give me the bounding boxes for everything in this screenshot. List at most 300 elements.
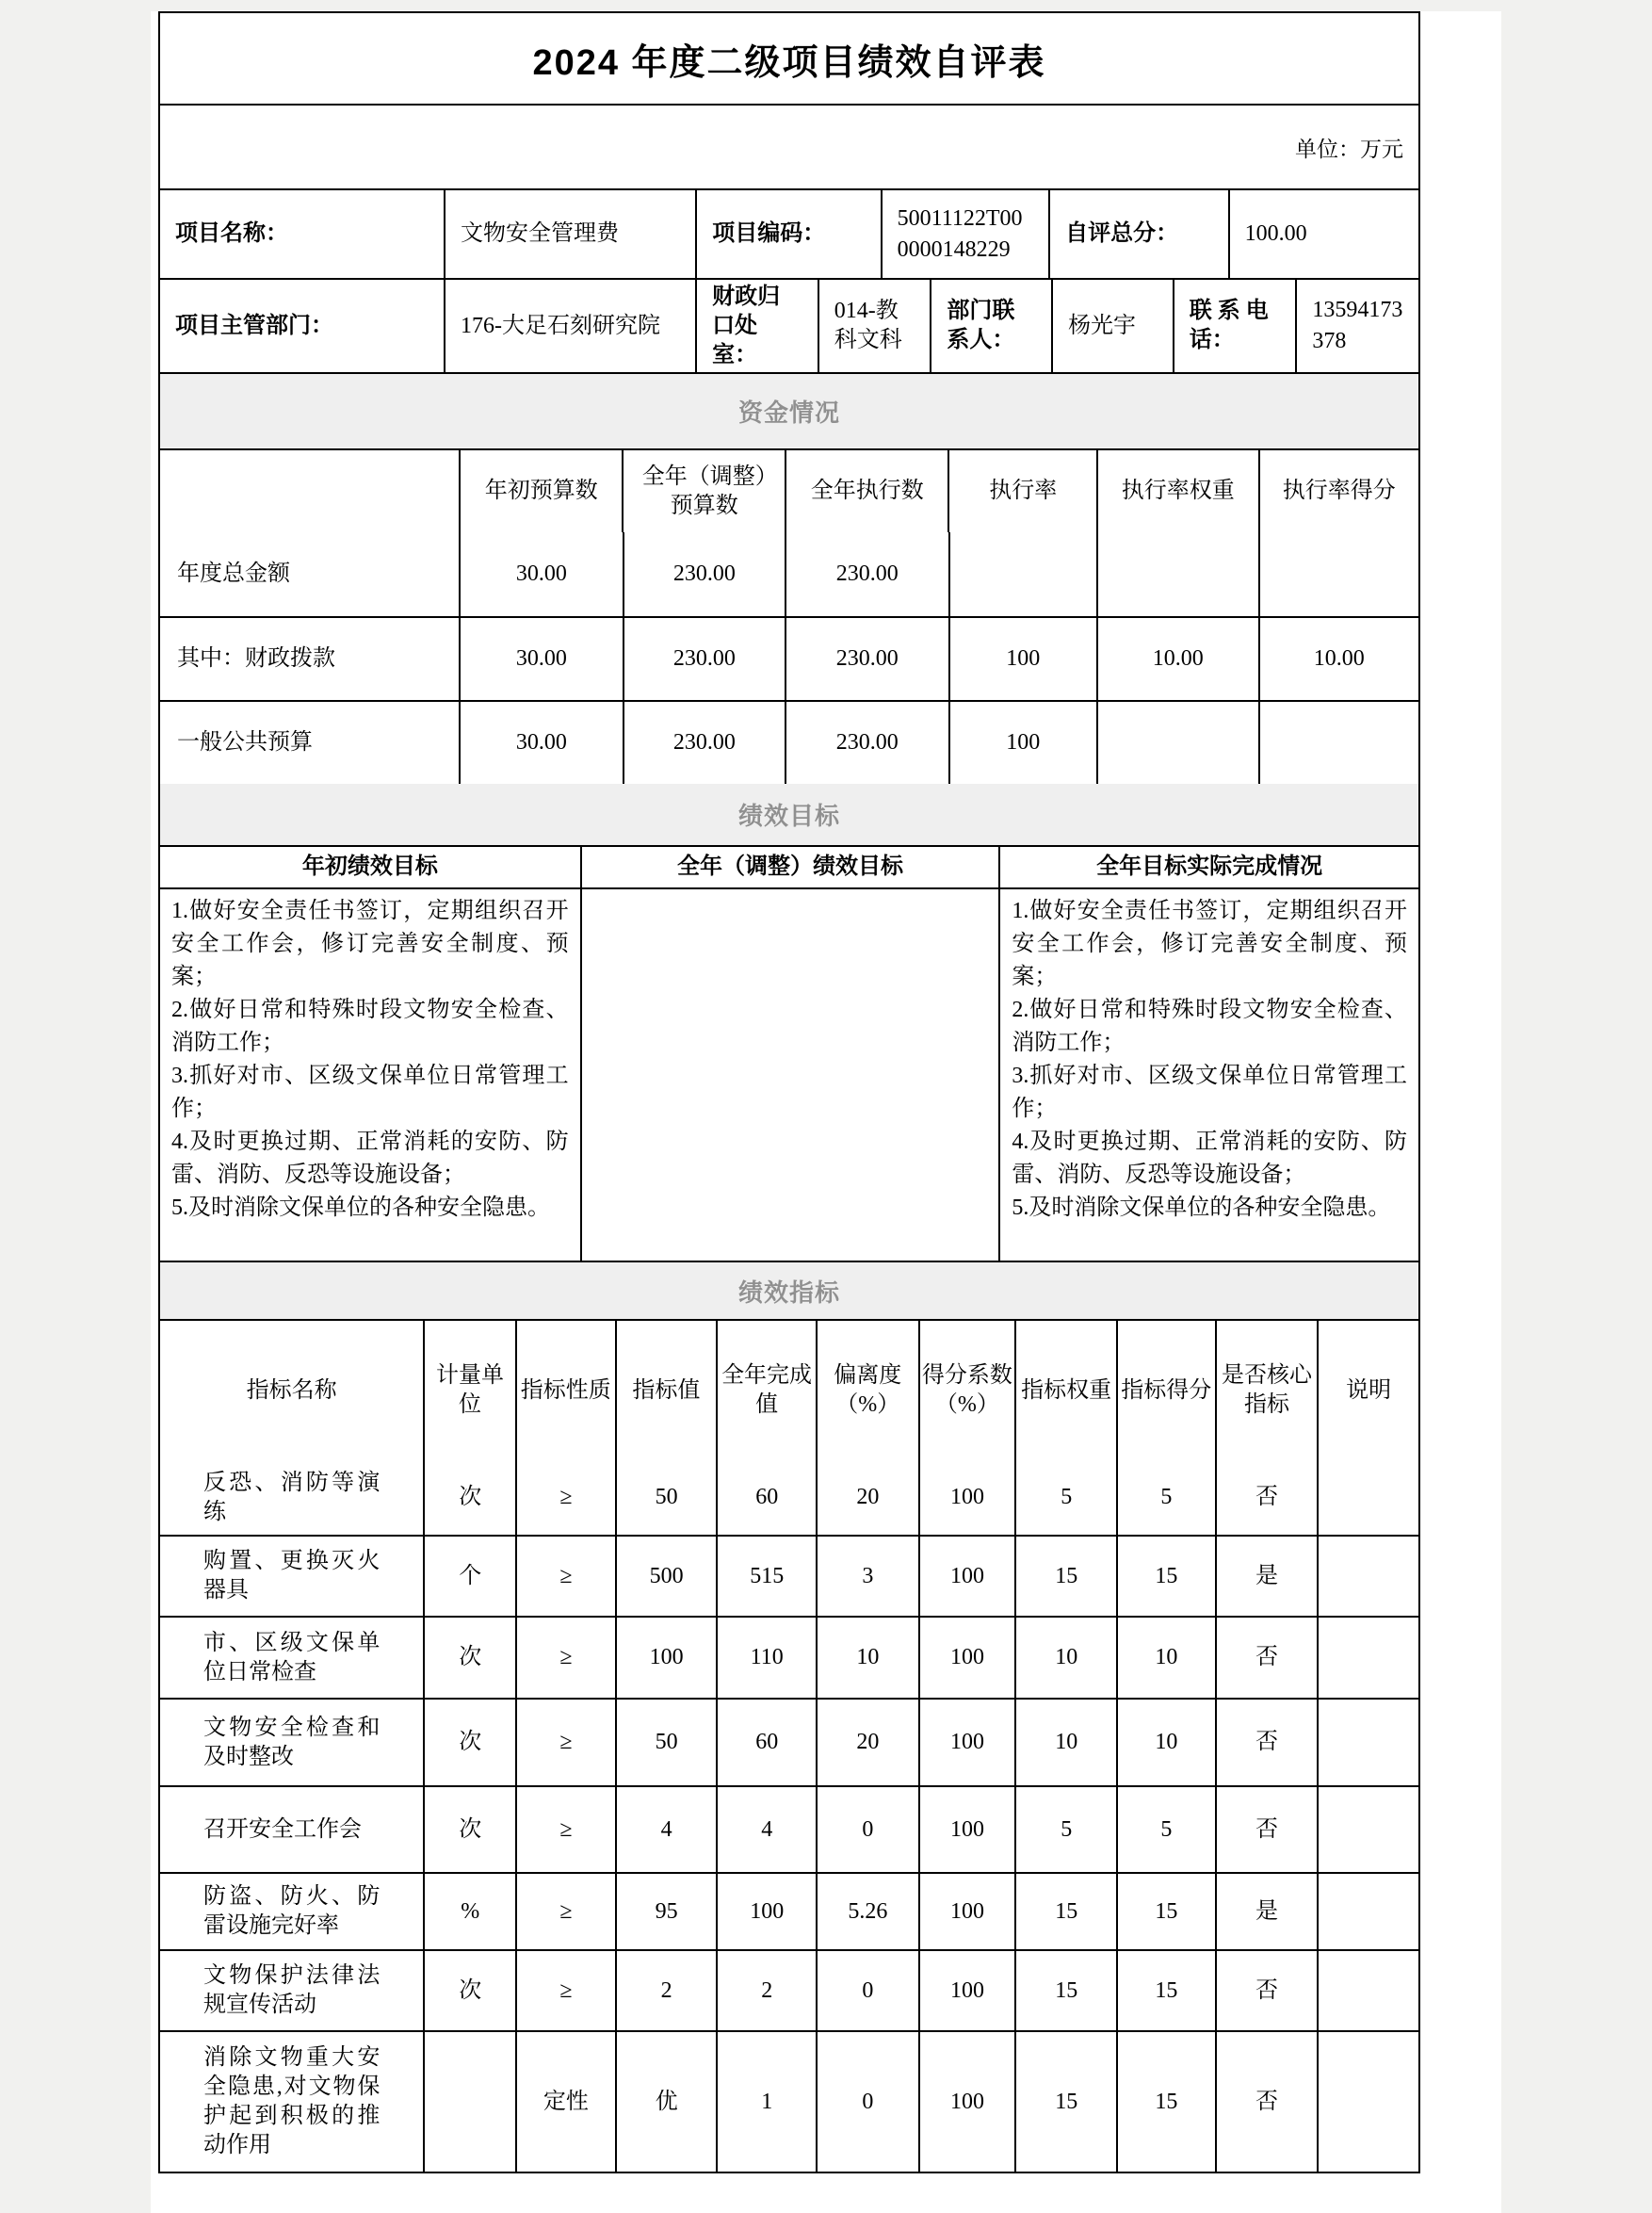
indicator-value (1116, 1787, 1215, 1872)
section-band-indicators (160, 1261, 1418, 1319)
indicator-value (1014, 1787, 1116, 1872)
column-header (580, 847, 999, 887)
field-value (881, 190, 1048, 278)
indicator-value (515, 1537, 615, 1616)
goal-item: 3.抓好对市、区级文保单位日常管理工作； (1012, 1064, 1407, 1121)
cell-text: 0 (862, 1816, 874, 1842)
indicator-value (1215, 1874, 1318, 1949)
cell-text: 100 (950, 1816, 985, 1842)
cell-text: 次 (459, 1730, 482, 1754)
unit-note-row (160, 104, 1418, 188)
page-title: 2024 年度二级项目绩效自评表 (532, 42, 1046, 83)
cell-text: 100 (1006, 730, 1041, 755)
document-page (151, 11, 1501, 2213)
cell-text: 20 (856, 1730, 880, 1754)
indicator-value (716, 1618, 816, 1698)
cell-text: 50 (655, 1730, 678, 1754)
cell-text: 5 (1061, 1816, 1073, 1842)
cell-text: 30.00 (515, 646, 567, 671)
cell-text: 50011122T000000148229 (897, 205, 1023, 262)
indicator-value (515, 1874, 615, 1949)
amount-cell (1096, 532, 1257, 616)
cell-text: 100 (950, 1645, 985, 1669)
cell-text: 否 (1255, 1816, 1279, 1842)
field-label (1173, 280, 1296, 372)
cell-text: 指标权重 (1021, 1377, 1112, 1403)
cell-text: ≥ (559, 1563, 573, 1588)
indicator-value (423, 1537, 515, 1616)
cell-text: 3 (862, 1563, 874, 1588)
goal-item: 1.做好安全责任书签订，定期组织召开安全工作会，修订完善安全制度、预案； (1012, 899, 1407, 989)
indicator-value (1215, 1618, 1318, 1698)
amount-cell (948, 702, 1097, 784)
cell-text: 10 (856, 1645, 880, 1669)
indicator-value (1215, 2032, 1318, 2172)
indicator-value (1116, 1618, 1215, 1698)
cell-text: % (461, 1898, 480, 1924)
indicator-value (515, 1700, 615, 1785)
indicator-value (716, 1460, 816, 1535)
indicator-value (423, 1618, 515, 1698)
cell-text: 其中：财政拨款 (177, 646, 335, 671)
cell-text: 15 (1155, 2089, 1178, 2114)
amount-cell (459, 532, 622, 616)
indicator-value (615, 1700, 717, 1785)
cell-text: 15 (1055, 1898, 1078, 1924)
indicator-row (160, 2030, 1418, 2172)
cell-text: 0 (862, 2089, 874, 2114)
funding-row (160, 532, 1418, 616)
cell-text: 5.26 (848, 1898, 888, 1924)
cell-text: 100.00 (1244, 221, 1307, 246)
cell-text: 联 系 电 话： (1189, 299, 1269, 352)
indicator-value (515, 1951, 615, 2030)
cell-text: 515 (750, 1563, 785, 1588)
column-header (716, 1321, 816, 1460)
indicator-value (515, 1787, 615, 1872)
unit-note: 单位：万元 (1295, 137, 1403, 161)
indicators-table-body (160, 1460, 1418, 2172)
cell-text: 014-教科文科 (834, 299, 902, 352)
cell-text: 176-大足石刻研究院 (460, 313, 660, 338)
cell-text: 否 (1255, 1645, 1279, 1669)
indicator-value (816, 1951, 918, 2030)
row-label (160, 532, 459, 616)
amount-cell (623, 532, 785, 616)
cell-text: 文物保护法律法规宣传活动 (203, 1963, 381, 2017)
column-header (515, 1321, 615, 1460)
cell-text: 100 (950, 2089, 985, 2114)
cell-text: 230.00 (672, 561, 736, 586)
indicator-value (1014, 1618, 1116, 1698)
column-header (615, 1321, 717, 1460)
indicator-name (160, 1700, 423, 1785)
cell-text: 5 (1160, 1485, 1173, 1509)
cell-text: 是 (1255, 1563, 1279, 1588)
indicator-value (615, 1874, 717, 1949)
indicator-value (1317, 1460, 1418, 1535)
indicator-row (160, 1949, 1418, 2030)
cell-text: 100 (950, 1730, 985, 1754)
column-header (423, 1321, 515, 1460)
cell-text: 100 (950, 1898, 985, 1924)
indicator-value (615, 1618, 717, 1698)
cell-text: 100 (750, 1898, 785, 1924)
indicator-value (515, 1618, 615, 1698)
cell-text: 否 (1255, 1485, 1279, 1509)
column-header (1215, 1321, 1318, 1460)
cell-text: 部门联系人： (947, 299, 1015, 352)
goal-item: 3.抓好对市、区级文保单位日常管理工作； (171, 1064, 569, 1121)
row-label (160, 702, 459, 784)
goals-table-header (160, 845, 1418, 887)
cell-text: 偏离度（%） (834, 1363, 902, 1417)
indicator-value (1116, 1874, 1215, 1949)
indicator-value (1215, 1460, 1318, 1535)
indicator-value (816, 1700, 918, 1785)
cell-text: 30.00 (515, 730, 567, 755)
indicator-value (816, 1537, 918, 1616)
cell-text: 10.00 (1152, 646, 1204, 671)
indicator-row (160, 1785, 1418, 1872)
cell-text: 定性 (543, 2089, 589, 2114)
indicator-value (423, 2032, 515, 2172)
indicator-value (918, 1700, 1015, 1785)
cell-text: 10 (1055, 1645, 1078, 1669)
project-info-row-1 (160, 188, 1418, 278)
amount-cell (623, 702, 785, 784)
indicator-value (918, 1874, 1015, 1949)
indicator-value (816, 1618, 918, 1698)
field-label (160, 280, 444, 372)
indicator-value (615, 1787, 717, 1872)
goal-item: 5.及时消除文保单位的各种安全隐患。 (1012, 1196, 1391, 1220)
indicator-name (160, 1951, 423, 2030)
cell-text: 次 (459, 1977, 482, 2003)
cell-text: 230.00 (672, 646, 736, 671)
indicator-value (423, 1951, 515, 2030)
column-header (918, 1321, 1015, 1460)
cell-text: 全年（调整）绩效目标 (676, 854, 903, 879)
cell-text: 100 (950, 1485, 985, 1509)
goal-item: 2.做好日常和特殊时段文物安全检查、消防工作； (1012, 998, 1407, 1055)
column-header (947, 450, 1096, 532)
amount-cell (785, 618, 947, 700)
cell-text: 230.00 (835, 561, 899, 586)
cell-text: 优 (655, 2089, 678, 2114)
cell-text: 文物安全管理费 (461, 221, 620, 246)
cell-text: 50 (655, 1485, 678, 1509)
indicator-value (615, 1537, 717, 1616)
amount-cell (459, 618, 622, 700)
section-band-goals (160, 784, 1418, 845)
cell-text: ≥ (559, 1898, 573, 1924)
goals-table-body (160, 887, 1418, 1261)
column-header (1116, 1321, 1215, 1460)
cell-text: 项目主管部门： (175, 313, 333, 338)
indicator-value (515, 2032, 615, 2172)
amount-cell (948, 618, 1097, 700)
column-header (1096, 450, 1258, 532)
indicator-value (816, 1787, 918, 1872)
indicator-name (160, 1787, 423, 1872)
indicator-row (160, 1616, 1418, 1698)
indicator-value (1317, 1618, 1418, 1698)
indicator-row (160, 1698, 1418, 1785)
cell-text: 购置、更换灭火器具 (203, 1549, 381, 1603)
actual-completion-cell (998, 889, 1418, 1261)
cell-text: 100 (950, 1977, 985, 2003)
cell-text: 100 (649, 1645, 684, 1669)
cell-text: 文物安全检查和及时整改 (203, 1715, 381, 1769)
cell-text: 10 (1055, 1730, 1078, 1754)
field-label (695, 190, 880, 278)
indicators-table-header (160, 1319, 1418, 1460)
indicator-value (1317, 1951, 1418, 2030)
field-value (444, 280, 695, 372)
cell-text: 得分系数（%） (921, 1363, 1012, 1417)
cell-text: 年初预算数 (484, 479, 598, 503)
cell-text: 100 (1006, 646, 1041, 671)
indicator-value (423, 1874, 515, 1949)
cell-text: 1 (761, 2089, 773, 2114)
cell-text: 30.00 (515, 561, 567, 586)
indicator-value (716, 1951, 816, 2030)
cell-text: 防盗、防火、防雷设施完好率 (203, 1884, 381, 1938)
cell-text: 230.00 (835, 646, 899, 671)
indicator-value (515, 1460, 615, 1535)
goal-item: 5.及时消除文保单位的各种安全隐患。 (171, 1196, 550, 1220)
cell-text: 年初绩效目标 (301, 854, 438, 879)
funding-table-header (160, 448, 1418, 532)
cell-text: 15 (1155, 1563, 1178, 1588)
indicator-value (1116, 2032, 1215, 2172)
cell-text: 指标性质 (520, 1377, 611, 1403)
amount-cell (623, 618, 785, 700)
cell-text: 100 (950, 1563, 985, 1588)
initial-goals-cell (160, 889, 580, 1261)
goal-item: 2.做好日常和特殊时段文物安全检查、消防工作； (171, 998, 569, 1055)
cell-text: ≥ (559, 1645, 573, 1669)
amount-cell (1096, 702, 1257, 784)
cell-text: 15 (1155, 1977, 1178, 2003)
goal-item: 4.及时更换过期、正常消耗的安防、防雷、消防、反恐等设施设备； (171, 1130, 569, 1187)
cell-text: 次 (459, 1645, 482, 1669)
indicator-value (816, 1874, 918, 1949)
cell-text: 财政归口处室： (712, 284, 781, 367)
cell-text: 全年执行数 (810, 479, 924, 503)
field-label (1048, 190, 1227, 278)
amount-cell (1258, 702, 1418, 784)
field-label (160, 190, 444, 278)
indicator-value (716, 1787, 816, 1872)
cell-text: 20 (856, 1485, 880, 1509)
indicator-value (1317, 1537, 1418, 1616)
indicator-value (816, 2032, 918, 2172)
indicator-name (160, 1460, 423, 1535)
amount-cell (459, 702, 622, 784)
cell-text: 4 (761, 1816, 773, 1842)
cell-text: 全年（调整）预算数 (641, 464, 767, 518)
column-header (622, 450, 785, 532)
indicator-value (1014, 1537, 1116, 1616)
indicator-value (918, 1537, 1015, 1616)
cell-text: 230.00 (672, 730, 736, 755)
cell-text: 2 (761, 1977, 773, 2003)
section-title-funding: 资金情况 (737, 399, 840, 427)
cell-text: 2 (660, 1977, 672, 2003)
cell-text: 4 (660, 1816, 672, 1842)
cell-text: 10 (1155, 1645, 1178, 1669)
cell-text: 执行率权重 (1121, 479, 1235, 503)
column-header (459, 450, 623, 532)
cell-text: 否 (1255, 2089, 1279, 2114)
cell-text: ≥ (559, 1977, 573, 2003)
cell-text: ≥ (559, 1816, 573, 1842)
indicator-value (1317, 1700, 1418, 1785)
section-title-indicators: 绩效指标 (737, 1277, 840, 1307)
cell-text: ≥ (559, 1730, 573, 1754)
cell-text: 召开安全工作会 (203, 1816, 362, 1842)
cell-text: 一般公共预算 (177, 730, 313, 755)
indicator-row (160, 1460, 1418, 1535)
goal-item: 1.做好安全责任书签订，定期组织召开安全工作会，修订完善安全制度、预案； (171, 899, 569, 989)
cell-text: 是 (1255, 1898, 1279, 1924)
indicator-value (423, 1460, 515, 1535)
section-band-funding (160, 372, 1418, 448)
indicator-name (160, 1874, 423, 1949)
cell-text: 执行率 (989, 479, 1058, 503)
cell-text: 杨光宇 (1068, 313, 1137, 338)
field-label (695, 280, 818, 372)
cell-text: 指标值 (632, 1377, 701, 1403)
amount-cell (1258, 532, 1418, 616)
cell-text: 10.00 (1313, 646, 1365, 671)
field-value (1051, 280, 1173, 372)
indicator-value (918, 1787, 1015, 1872)
indicator-value (816, 1460, 918, 1535)
cell-text: 执行率得分 (1282, 479, 1396, 503)
row-label (160, 618, 459, 700)
indicator-value (1014, 1460, 1116, 1535)
indicator-value (1215, 1787, 1318, 1872)
field-value (818, 280, 931, 372)
cell-text: 全年目标实际完成情况 (1096, 854, 1323, 879)
evaluation-form (158, 11, 1420, 2173)
funding-table-body (160, 532, 1418, 784)
title-row (160, 13, 1418, 104)
indicator-row (160, 1535, 1418, 1616)
cell-text: 否 (1255, 1977, 1279, 2003)
field-value (1295, 280, 1418, 372)
indicator-name (160, 2032, 423, 2172)
cell-text: 指标名称 (246, 1377, 337, 1403)
column-header (998, 847, 1418, 887)
indicator-value (615, 2032, 717, 2172)
cell-text: 0 (862, 1977, 874, 2003)
indicator-value (918, 1618, 1015, 1698)
field-value (444, 190, 695, 278)
cell-text: 95 (655, 1898, 678, 1924)
cell-text: 说明 (1346, 1377, 1392, 1403)
indicator-value (716, 1700, 816, 1785)
indicator-value (918, 2032, 1015, 2172)
cell-text: 5 (1061, 1485, 1073, 1509)
indicator-value (1014, 1700, 1116, 1785)
indicator-value (716, 2032, 816, 2172)
indicator-value (615, 1460, 717, 1535)
indicator-value (1215, 1951, 1318, 2030)
indicator-value (1215, 1700, 1318, 1785)
cell-text: 60 (755, 1730, 779, 1754)
amount-cell (1258, 618, 1418, 700)
goal-item: 4.及时更换过期、正常消耗的安防、防雷、消防、反恐等设施设备； (1012, 1130, 1407, 1187)
cell-text: 年度总金额 (177, 561, 290, 586)
column-header (785, 450, 948, 532)
cell-text: 全年完成值 (721, 1363, 813, 1417)
indicator-value (1014, 1951, 1116, 2030)
amount-cell (948, 532, 1097, 616)
cell-text: ≥ (559, 1485, 573, 1509)
column-header (816, 1321, 918, 1460)
cell-text: 指标得分 (1121, 1377, 1212, 1403)
indicator-value (423, 1787, 515, 1872)
column-header (160, 450, 459, 532)
indicator-value (1317, 1874, 1418, 1949)
indicator-value (716, 1537, 816, 1616)
section-title-goals: 绩效目标 (737, 802, 840, 830)
cell-text: 500 (649, 1563, 684, 1588)
indicator-value (1116, 1700, 1215, 1785)
cell-text: 计量单位 (436, 1363, 504, 1417)
cell-text: 10 (1155, 1730, 1178, 1754)
cell-text: 否 (1255, 1730, 1279, 1754)
cell-text: 消除文物重大安全隐患,对文物保护起到积极的推动作用 (203, 2045, 381, 2157)
column-header (160, 847, 580, 887)
indicator-value (615, 1951, 717, 2030)
indicator-value (1215, 1537, 1318, 1616)
cell-text: 15 (1055, 1563, 1078, 1588)
indicator-row (160, 1872, 1418, 1949)
cell-text: 次 (459, 1816, 482, 1842)
column-header (160, 1321, 423, 1460)
cell-text: 市、区级文保单位日常检查 (203, 1630, 381, 1684)
funding-row (160, 700, 1418, 784)
cell-text: 次 (459, 1485, 482, 1509)
indicator-value (1014, 1874, 1116, 1949)
cell-text: 13594173378 (1312, 298, 1403, 353)
cell-text: 230.00 (835, 730, 899, 755)
cell-text: 15 (1055, 1977, 1078, 2003)
funding-row (160, 616, 1418, 700)
indicator-value (1116, 1951, 1215, 2030)
cell-text: 反恐、消防等演练 (203, 1470, 381, 1524)
cell-text: 110 (750, 1645, 784, 1669)
indicator-value (918, 1460, 1015, 1535)
field-label (930, 280, 1051, 372)
indicator-value (716, 1874, 816, 1949)
indicator-value (1317, 1787, 1418, 1872)
cell-text: 项目编码： (712, 221, 826, 246)
cell-text: 自评总分： (1065, 221, 1179, 246)
indicator-name (160, 1537, 423, 1616)
cell-text: 5 (1160, 1816, 1173, 1842)
column-header (1317, 1321, 1418, 1460)
amount-cell (785, 532, 947, 616)
indicator-name (160, 1618, 423, 1698)
column-header (1014, 1321, 1116, 1460)
indicator-value (918, 1951, 1015, 2030)
